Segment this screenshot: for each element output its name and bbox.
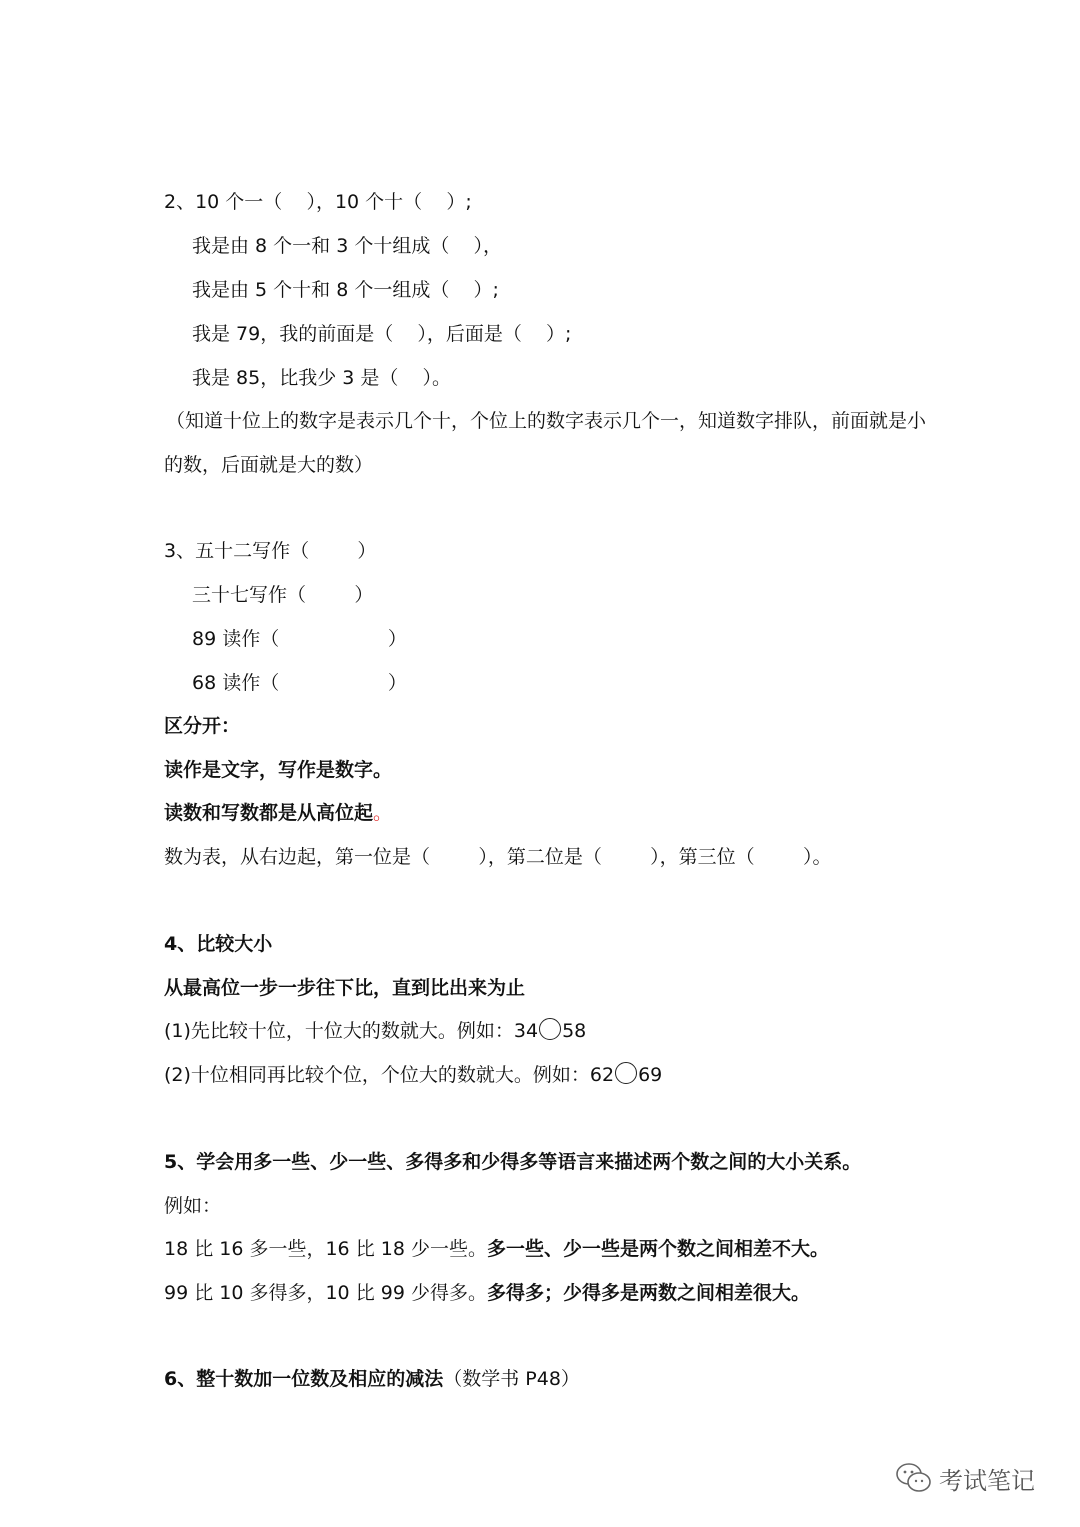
rule-high-place-text: 读数和写数都是从高位起 xyxy=(164,802,374,824)
section-4-rule: 从最高位一步一步往下比，直到比出来为止 xyxy=(164,977,526,999)
question-2-line-3: 我是由 5 个十和 8 个一组成（ ）; xyxy=(192,279,499,301)
note-line-2: 的数，后面就是大的数） xyxy=(164,454,374,476)
note-line-1: （知道十位上的数字是表示几个十，个位上的数字表示几个一，知道数字排队，前面就是小 xyxy=(166,410,927,432)
question-3-line-4: 68 读作（ ） xyxy=(192,672,407,694)
section-5-example-label: 例如： xyxy=(164,1195,222,1217)
example-1-number: 58 xyxy=(562,1020,587,1042)
section-6-title-suffix: （数学书 P48） xyxy=(443,1368,580,1390)
rule-high-place xyxy=(164,800,392,826)
section-5-line-1-example: 18 比 16 多一些，16 比 18 少一些。 xyxy=(164,1238,487,1260)
example-1 xyxy=(164,1018,586,1044)
section-5-title: 5、学会用多一些、少一些、多得多和少得多等语言来描述两个数之间的大小关系。 xyxy=(164,1151,862,1173)
wechat-icon xyxy=(895,1461,933,1495)
question-3-line-1: 3、五十二写作（ ） xyxy=(164,540,377,562)
section-5-line-2-rule: 多得多；少得多是两数之间相差很大。 xyxy=(486,1282,810,1304)
section-5-line-1 xyxy=(164,1236,829,1262)
distinguish-heading: 区分开： xyxy=(164,715,241,737)
section-5-line-2-example: 99 比 10 多得多，10 比 99 少得多。 xyxy=(164,1282,487,1304)
question-2-line-4: 我是 79，我的前面是（ ），后面是（ ）; xyxy=(192,323,572,345)
question-2-line-5: 我是 85，比我少 3 是（ ）。 xyxy=(192,367,452,389)
section-5-line-2 xyxy=(164,1280,810,1306)
watermark xyxy=(895,1458,1035,1498)
rule-high-place-period: 。 xyxy=(373,802,393,824)
section-5-line-1-rule: 多一些、少一些是两个数之间相差不大。 xyxy=(486,1238,829,1260)
section-4-title: 4、比较大小 xyxy=(164,933,273,955)
example-1-text: (1)先比较十位，十位大的数就大。例如：34 xyxy=(164,1020,539,1042)
question-3-place-values: 数为表，从右边起，第一位是（ ），第二位是（ ），第三位（ ）。 xyxy=(164,846,832,868)
rule-read-write: 读作是文字，写作是数字。 xyxy=(164,759,393,781)
question-3-line-2: 三十七写作（ ） xyxy=(192,584,374,606)
example-2-text: (2)十位相同再比较个位，个位大的数就大。例如：62 xyxy=(164,1064,615,1086)
example-2-number: 69 xyxy=(638,1064,663,1086)
compare-circle-icon xyxy=(615,1062,637,1084)
section-6-title xyxy=(164,1366,580,1392)
watermark-text: 考试笔记 xyxy=(939,1466,1035,1495)
question-3-line-3: 89 读作（ ） xyxy=(192,628,407,650)
compare-circle-icon xyxy=(539,1018,561,1040)
question-2-line-1: 2、10 个一（ ），10 个十（ ）; xyxy=(164,191,472,213)
question-2-line-2: 我是由 8 个一和 3 个十组成（ ）， xyxy=(192,235,502,257)
section-6-title-text: 6、整十数加一位数及相应的减法 xyxy=(164,1368,444,1390)
example-2 xyxy=(164,1062,662,1088)
